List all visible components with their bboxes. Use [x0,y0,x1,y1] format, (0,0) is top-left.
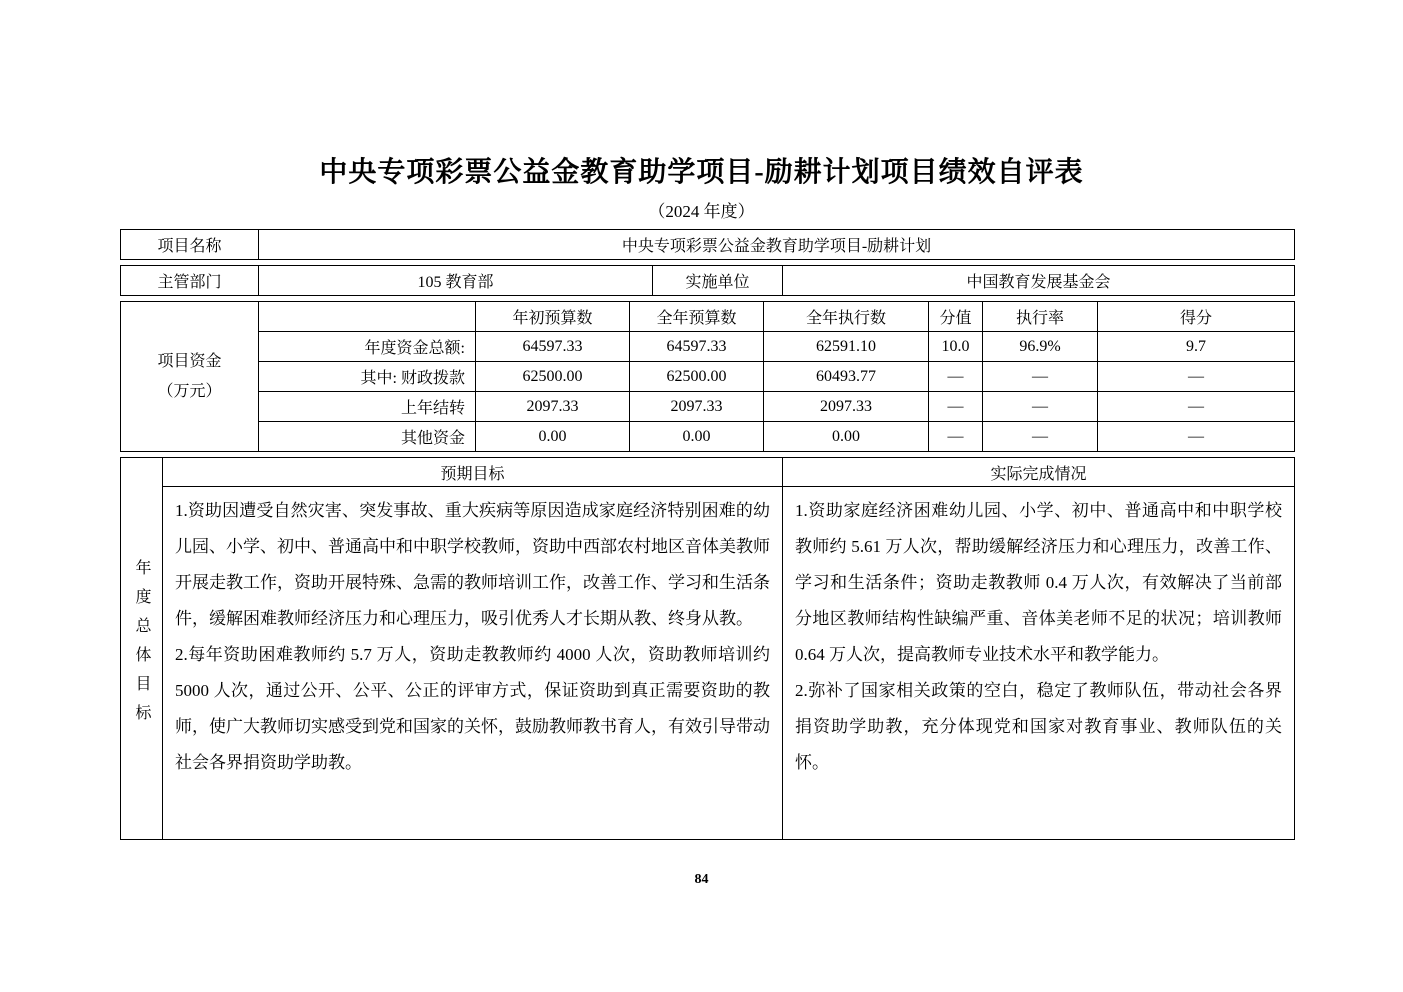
page-number: 84 [694,872,709,887]
funds-value-cell: 60493.77 [764,362,929,392]
funds-value-cell: 96.9% [983,332,1098,362]
project-name-table [120,229,1295,260]
implementing-unit-label: 实施单位 [653,266,783,296]
goals-header-row [121,458,1295,487]
funds-value-cell: 64597.33 [476,332,630,362]
funds-value-cell: — [1098,362,1295,392]
project-name-label: 项目名称 [121,230,259,260]
table-row [121,230,1295,260]
funds-value-cell: 2097.33 [476,392,630,422]
page-title: 中央专项彩票公益金教育助学项目-励耕计划项目绩效自评表 [319,157,1084,188]
funds-value-cell: 62500.00 [476,362,630,392]
departments-table [120,265,1295,296]
funds-value-cell: — [983,422,1098,452]
funds-value-cell: 2097.33 [764,392,929,422]
funds-value-cell: 0.00 [764,422,929,452]
funds-value-cell: — [929,392,983,422]
annual-goals-table [120,457,1295,840]
funds-value-cell: 9.7 [1098,332,1295,362]
actual-completion-item: 1.资助家庭经济困难幼儿园、小学、初中、普通高中和中职学校教师约 5.61 万人次，帮助缓解经济压力和心理压力，改善工作、学习和生活条件；资助走教教师 0.4 万人次，有效解决了当前部分地区教师结构性缺编严重、音体美老师不足的状况；培训教师 0.64 万人次，提高教师专业技术水平和教学能力。 [795,501,1282,664]
funds-value-cell: 10.0 [929,332,983,362]
table-row [121,392,1295,422]
goals-section-label-cell [121,458,163,840]
supervising-dept-value: 105 教育部 [259,266,653,296]
funds-empty-header-cell [259,302,476,332]
funds-value-cell: — [983,392,1098,422]
funds-value-cell: 0.00 [476,422,630,452]
funds-value-cell: — [1098,392,1295,422]
funds-col-header: 得分 [1098,302,1295,332]
implementing-unit-value: 中国教育发展基金会 [783,266,1295,296]
actual-completion-header: 实际完成情况 [783,458,1295,487]
funds-col-header: 年初预算数 [476,302,630,332]
expected-goal-item: 2.每年资助困难教师约 5.7 万人，资助走教教师约 4000 人次，资助教师培训约 5000 人次，通过公开、公平、公正的评审方式，保证资助到真正需要资助的教师，使广大教师切实感受到党和国家的关怀，鼓励教师教书育人，有效引导带动社会各界捐资助学助教。 [175,645,770,772]
funds-row-label: 其中: 财政拨款 [259,362,476,392]
funds-value-cell: — [1098,422,1295,452]
page-subtitle: （2024 年度） [648,202,755,221]
table-row [121,332,1295,362]
table-content [120,229,1297,840]
funds-value-cell: 64597.33 [630,332,764,362]
goals-body-row [121,487,1295,840]
actual-completion-text [783,487,1295,840]
actual-completion-item: 2.弥补了国家相关政策的空白，稳定了教师队伍，带动社会各界捐资助学助教，充分体现党和国家对教育事业、教师队伍的关怀。 [795,681,1282,772]
funds-value-cell: — [929,422,983,452]
project-name-value: 中央专项彩票公益金教育助学项目-励耕计划 [259,230,1295,260]
supervising-dept-label: 主管部门 [121,266,259,296]
expected-goals-header: 预期目标 [163,458,783,487]
funds-value-cell: 0.00 [630,422,764,452]
funds-value-cell: 62500.00 [630,362,764,392]
funds-col-header: 全年预算数 [630,302,764,332]
funds-section-label: 项目资金 （万元） [121,302,259,452]
funds-value-cell: — [929,362,983,392]
table-row [121,422,1295,452]
goals-section-label: 年度总体目标 [133,559,150,733]
table-row [121,362,1295,392]
funds-col-header: 分值 [929,302,983,332]
funds-header-row [121,302,1295,332]
expected-goals-text [163,487,783,840]
funds-value-cell: — [983,362,1098,392]
funds-value-cell: 2097.33 [630,392,764,422]
funds-value-cell: 62591.10 [764,332,929,362]
funds-row-label: 上年结转 [259,392,476,422]
funds-row-label: 其他资金 [259,422,476,452]
funds-col-header: 全年执行数 [764,302,929,332]
funds-col-header: 执行率 [983,302,1098,332]
funds-row-label: 年度资金总额: [259,332,476,362]
project-funds-table [120,301,1295,452]
table-row [121,266,1295,296]
expected-goal-item: 1.资助因遭受自然灾害、突发事故、重大疾病等原因造成家庭经济特别困难的幼儿园、小学、初中、普通高中和中职学校教师，资助中西部农村地区音体美教师开展走教工作，资助开展特殊、急需的教师培训工作，改善工作、学习和生活条件，缓解困难教师经济压力和心理压力，吸引优秀人才长期从教、终身从教。 [175,501,770,628]
